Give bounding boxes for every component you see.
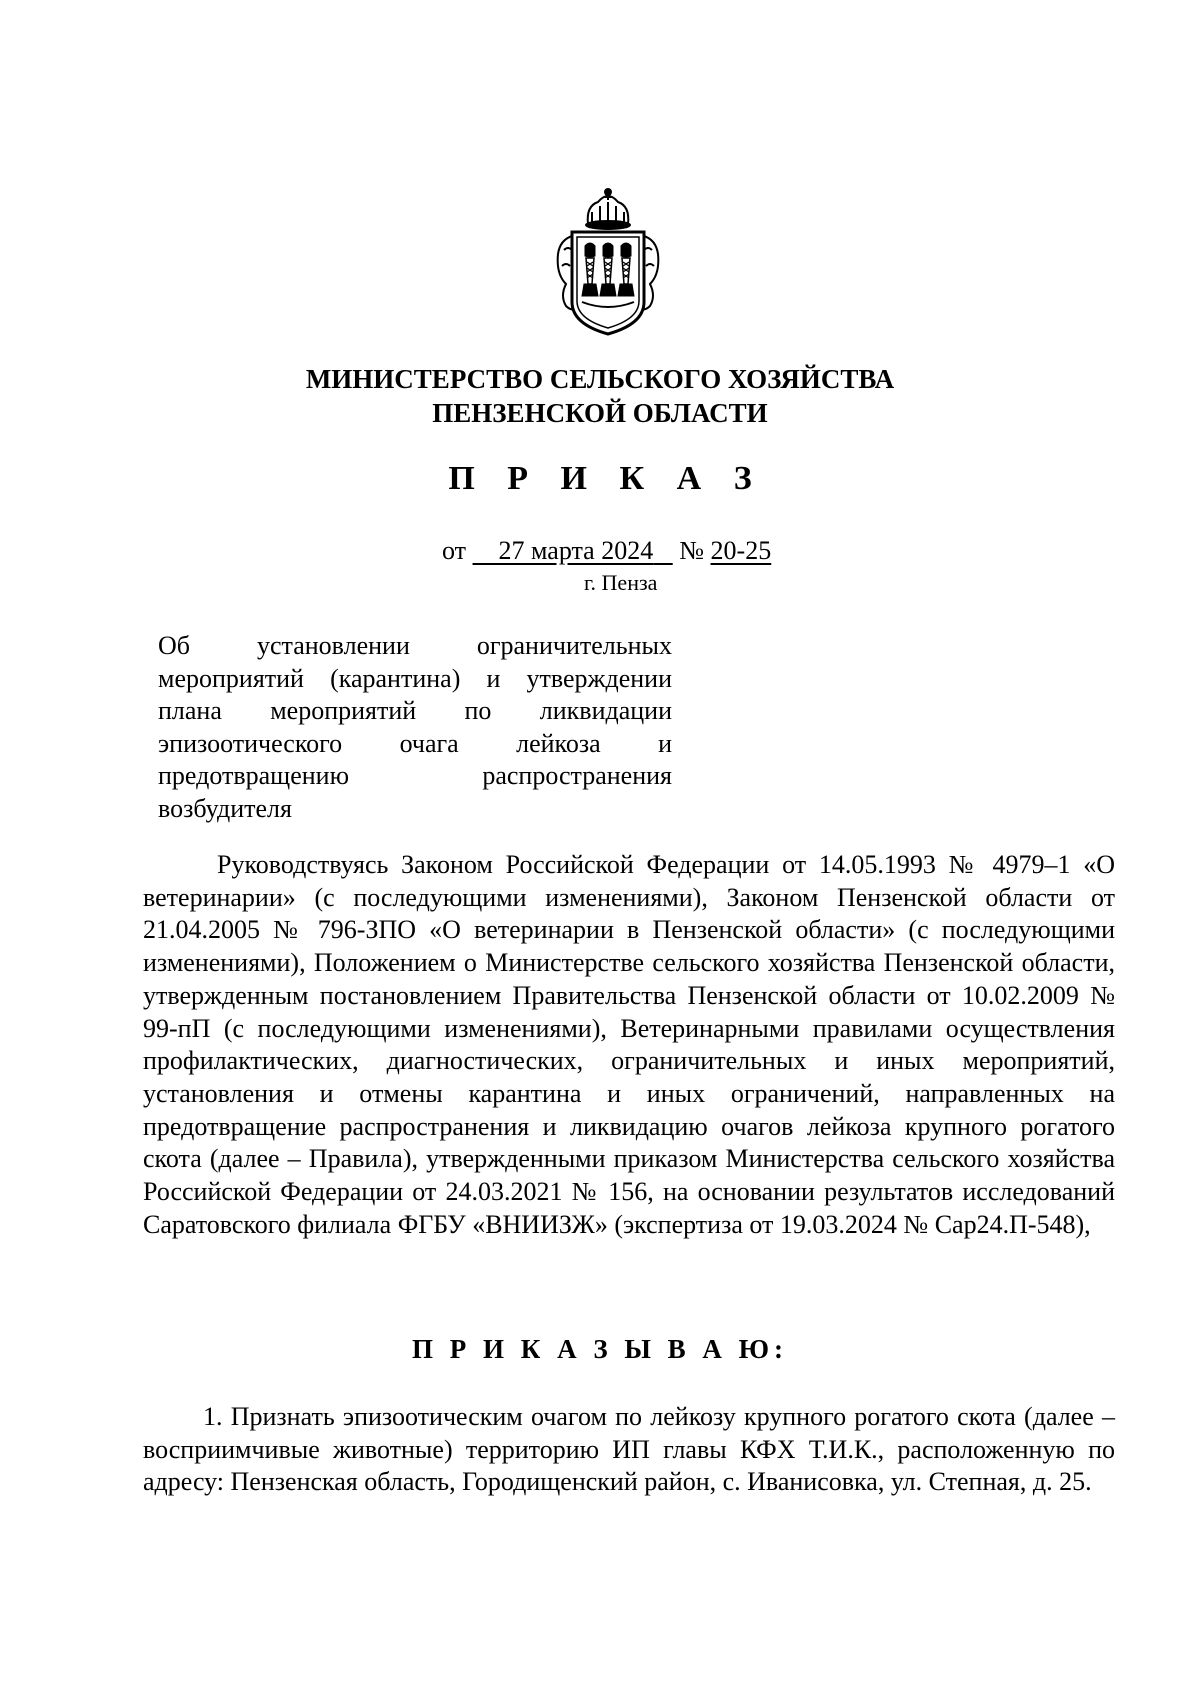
order-item-1: 1. Признать эпизоотическим очагом по лейкозу крупного рогатого скота (далее – восприимчивые животные) территорию ИП главы КФХ Т.И.К., расположенную по адресу: Пензенская область, Городищенский район, с. Иванисовка, ул. Степная, д. 25. <box>143 1402 1115 1497</box>
ministry-line-1: МИНИСТЕРСТВО СЕЛЬСКОГО ХОЗЯЙСТВА <box>305 364 895 394</box>
order-subject: Об установлении ограничительных мероприятий (карантина) и утверждении плана мероприятий по ликвидации эпизоотического очага лейкоза и предотвращению распространения возбудителя <box>158 631 672 823</box>
order-date-value: 27 марта 2024 <box>498 536 654 565</box>
order-date <box>473 536 673 565</box>
order-date-number <box>442 536 771 566</box>
order-title: П Р И К А З <box>448 460 764 497</box>
date-prefix: от <box>442 536 467 565</box>
order-number: 20-25 <box>710 536 772 565</box>
coat-of-arms-icon <box>552 184 664 342</box>
decree-heading: П Р И К А З Ы В А Ю: <box>412 1334 788 1364</box>
ministry-name <box>0 362 1200 430</box>
city: г. Пенза <box>584 570 658 595</box>
number-prefix: № <box>679 536 705 565</box>
preamble-paragraph: Руководствуясь Законом Российской Федерации от 14.05.1993 № 4979–1 «О ветеринарии» (с последующими изменениями), Законом Пензенской области от 21.04.2005 № 796-ЗПО «О ветеринарии в Пензенской области» (с последующими изменениями), Положением о Министерстве сельского хозяйства Пензенской области, утвержденным постановлением Правительства Пензенской области от 10.02.2009 № 99-пП (с последующими изменениями), Ветеринарными правилами осуществления профилактических, диагностических, ограничительных и иных мероприятий, установления и отмены карантина и иных ограничений, направленных на предотвращение распространения и ликвидацию очагов лейкоза крупного рогатого скота (далее – Правила), утвержденными приказом Министерства сельского хозяйства Российской Федерации от 24.03.2021 № 156, на основании результатов исследований Саратовского филиала ФГБУ «ВНИИЗЖ» (экспертиза от 19.03.2024 № Сар24.П-548), <box>143 850 1115 1239</box>
ministry-line-2: ПЕНЗЕНСКОЙ ОБЛАСТИ <box>432 398 768 428</box>
